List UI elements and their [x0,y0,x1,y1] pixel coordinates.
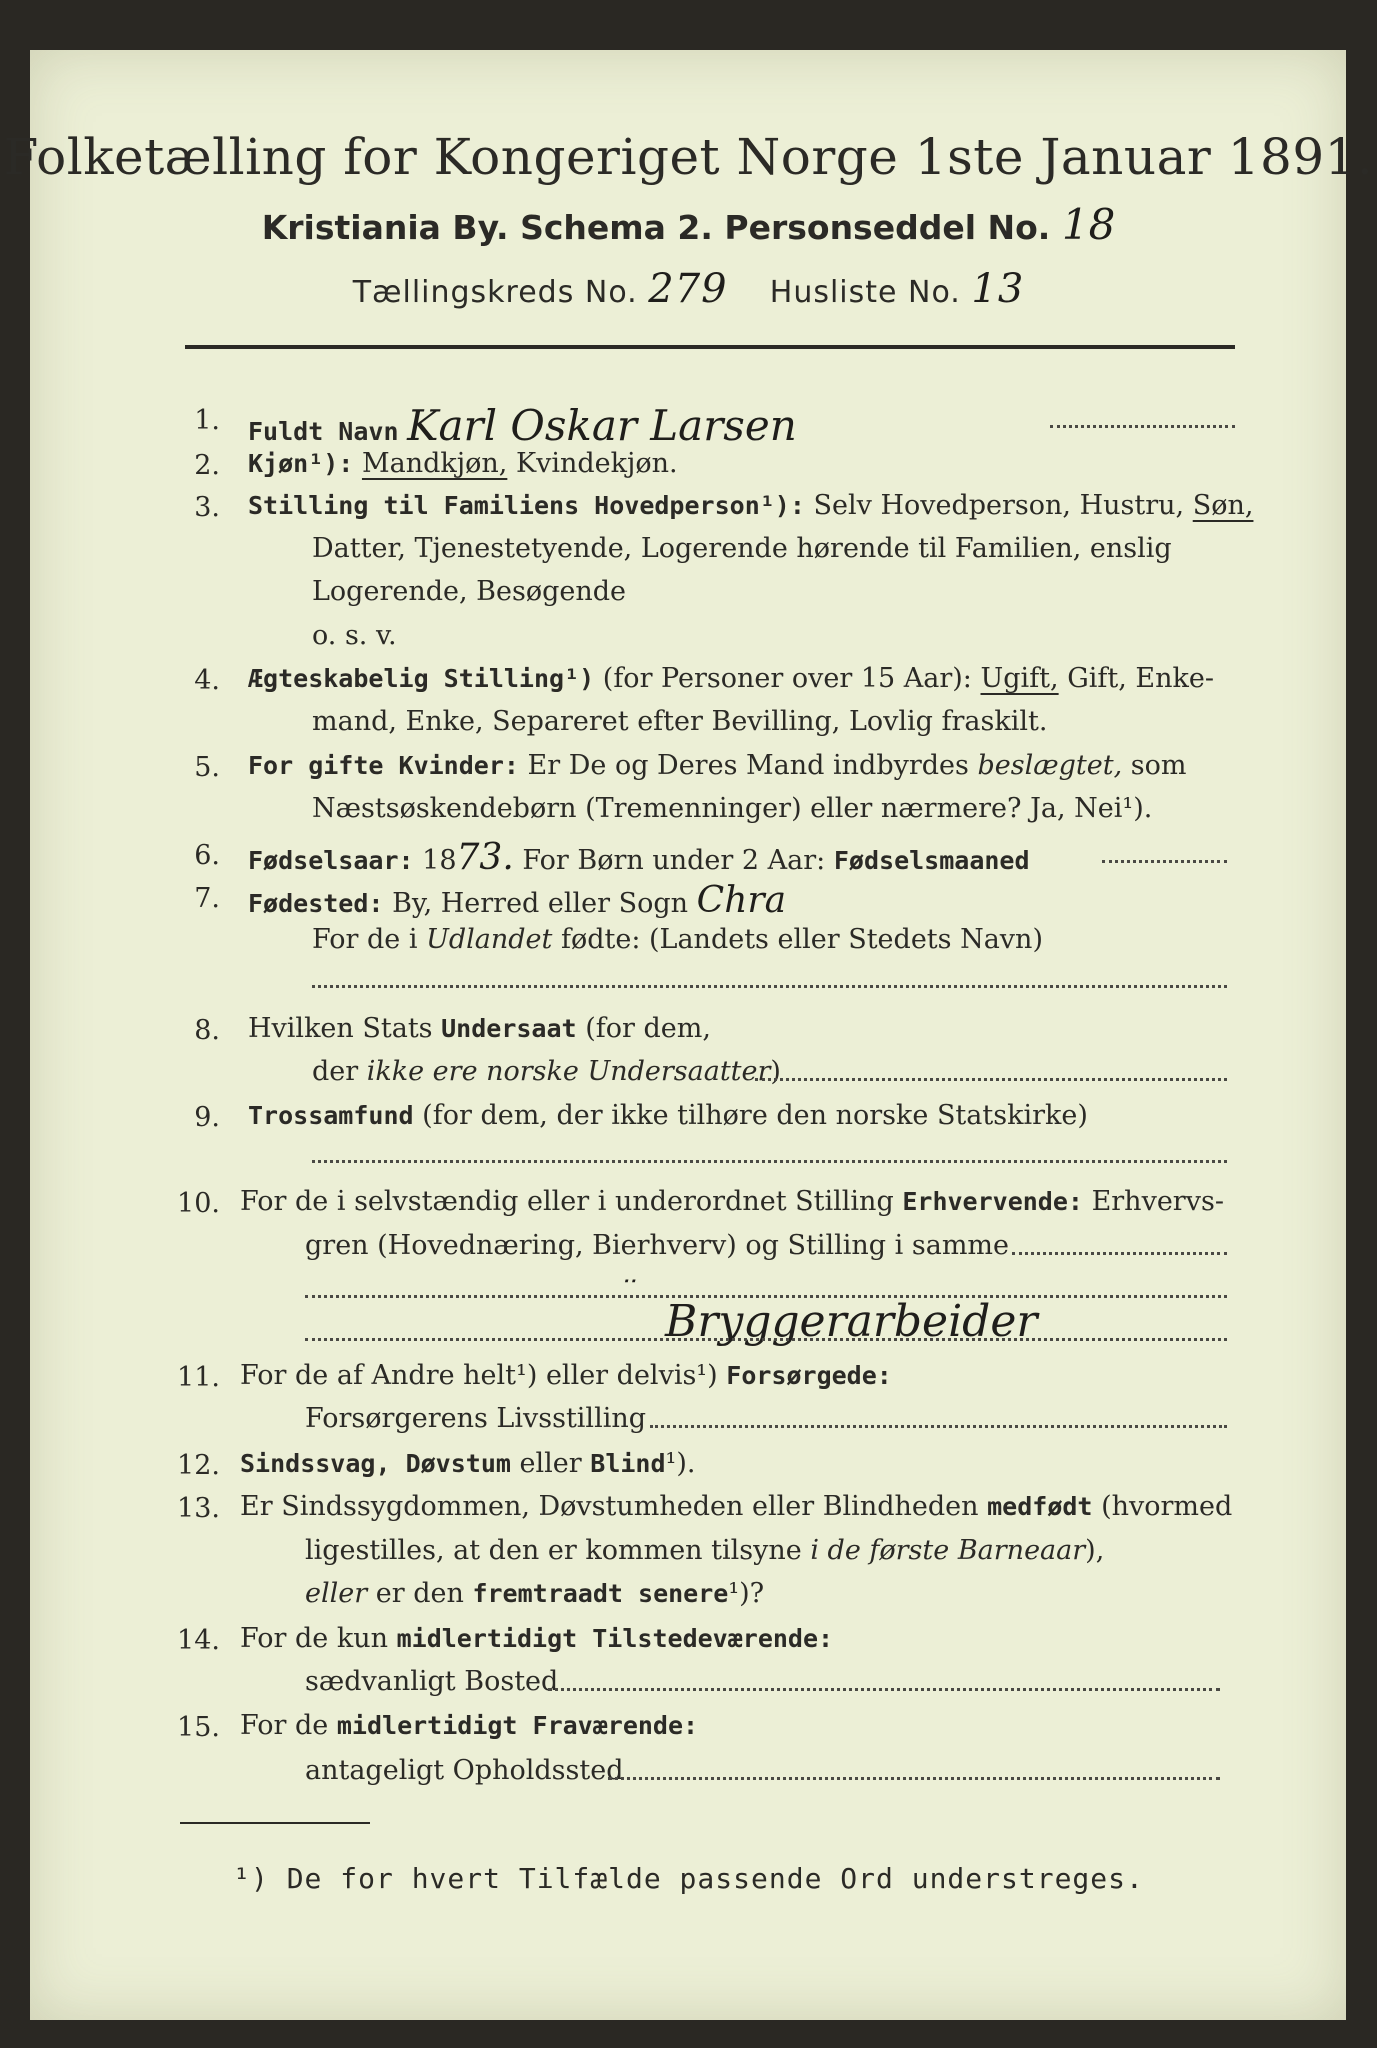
schema-label: Kristiania By. Schema 2. Personseddel No. [261,208,1051,247]
q10-label: Erhvervende: [902,1187,1083,1216]
q13-row2 [305,1537,1104,1564]
q12-row [240,1450,695,1477]
q14-row [240,1625,833,1652]
q10-fill-line3 [305,1338,1227,1341]
q2-option-female: Kvindekjøn. [515,448,678,479]
q4-text2: mand, Enke, Separeret efter Bevilling, Lovlig fraskilt. [312,706,1048,737]
q13-label: medfødt [987,1492,1093,1521]
q5-label: For gifte Kvinder: [248,751,519,780]
q14-text2: sædvanligt Bosted [305,1666,559,1697]
q1-value: Karl Oskar Larsen [407,401,797,450]
q2-label: Kjøn¹): [248,449,354,478]
q13-row3 [305,1580,764,1607]
q13-text2a: ligestilles, at den er kommen tilsyne [305,1535,802,1566]
q7-row [248,880,787,921]
q13-label2: fremtraadt senere [472,1579,729,1608]
q13-row [240,1493,1232,1520]
q10-value1: ᐧᐧ [620,1265,635,1298]
q6-value: 73. [456,837,514,878]
q3-label: Stilling til Familiens Hovedperson¹): [248,491,805,520]
q11-label: Forsørgede: [726,1361,892,1390]
q14-label: midlertidigt Tilstedeværende: [396,1624,834,1653]
district-line [0,266,1377,312]
q10-number: 10. [177,1188,220,1219]
q11-text1: For de af Andre helt¹) eller delvis¹) [240,1360,718,1391]
q15-number: 15. [177,1712,220,1743]
q8-label: Undersaat [441,1014,577,1043]
q12-end: ¹). [665,1448,696,1479]
q10-text1a: For de i selvstændig eller i underordnet Stilling [240,1186,894,1217]
q5-text2: Næstsøskendebørn (Tremenninger) eller nærmere? Ja, Nei¹). [312,793,1153,824]
q10-fill-line1 [1012,1252,1227,1255]
husliste-number: 13 [971,266,1025,312]
q8-row [248,1015,711,1042]
q3-number: 3. [194,492,220,523]
q4-option-ugift: Ugift, [980,663,1059,694]
q7-label: Fødested: [248,889,384,918]
q5-text1b: som [1130,750,1187,781]
q8-text2a: der [312,1056,359,1087]
q3-row [248,492,1253,519]
q2-option-male: Mandkjøn, [361,448,508,479]
q3-text2: Datter, Tjenestetyende, Logerende hørende til Familien, enslig [312,533,1172,564]
form-title: Folketælling for Kongeriget Norge 1ste Januar 1891. [3,128,1374,186]
q3-text1: Selv Hovedperson, Hustru, [813,490,1185,521]
q8-number: 8. [194,1015,220,1046]
q4-number: 4. [194,665,220,696]
q2-row [248,450,678,477]
q9-label: Trossamfund [248,1101,414,1130]
q11-fill-line [650,1425,1227,1428]
q10-value2: Bryggerarbeider [665,1296,1038,1347]
q13-text3a: er den [375,1578,464,1609]
q7-row2 [312,926,1043,953]
q9-text: (for dem, der ikke tilhøre den norske Statskirke) [422,1100,1088,1131]
footnote-divider [180,1822,370,1824]
q1-number: 1. [194,405,220,436]
q6-text: For Børn under 2 Aar: [522,845,826,876]
q1-label: Fuldt Navn [248,417,399,446]
q13-italic: i de første Barneaar [810,1535,1086,1566]
q13-text1b: (hvormed [1101,1491,1233,1522]
q15-text1: For de [240,1710,329,1741]
husliste-label: Husliste No. [769,275,961,310]
q14-text1: For de kun [240,1623,388,1654]
q2-number: 2. [194,450,220,481]
taellingskreds-number: 279 [648,266,728,312]
q7-fill-line [312,985,1227,988]
q14-number: 14. [177,1625,220,1656]
q9-row [248,1102,1088,1129]
q6-fill-line [1102,860,1227,863]
q7-text1: By, Herred eller Sogn [392,888,689,919]
q5-italic: beslægtet, [977,750,1123,781]
q4-text1b: Gift, Enke- [1067,663,1214,694]
q5-row [248,752,1186,779]
q6-label2: Fødselsmaaned [833,846,1030,875]
q6-number: 6. [194,840,220,871]
q15-row [240,1712,698,1739]
q11-number: 11. [177,1362,220,1393]
q10-row [240,1188,1224,1215]
q4-row [248,665,1214,692]
q11-text2: Forsørgerens Livsstilling [305,1403,647,1434]
q13-text2b: ), [1085,1535,1105,1566]
q14-fill-line [548,1688,1220,1691]
q12-mid: eller [519,1448,582,1479]
q5-text1: Er De og Deres Mand indbyrdes [527,750,969,781]
q3-text3: Logerende, Besøgende [312,576,626,607]
q6-prefix: 18 [422,845,457,876]
q9-number: 9. [194,1102,220,1133]
q7-text2b: fødte: (Landets eller Stedets Navn) [560,924,1043,955]
q12-label: Sindssvag, Døvstum [240,1449,511,1478]
q12-number: 12. [177,1450,220,1481]
q4-label: Ægteskabelig Stilling¹) [248,664,595,693]
q13-italic2: eller [305,1578,368,1609]
q11-row [240,1362,892,1389]
q8-italic: ikke ere norske Undersaatter [366,1056,771,1087]
q8-row2 [312,1058,781,1085]
q6-row [248,837,1030,878]
personseddel-number: 18 [1061,200,1116,249]
q6-label: Fødselsaar: [248,846,414,875]
q9-fill-line [312,1160,1227,1163]
q7-text2a: For de i [312,924,418,955]
q8-text2b: ) [770,1056,781,1087]
q3-option-son: Søn, [1192,490,1254,521]
q1-fill-line [1050,425,1235,428]
taellingskreds-label: Tællingskreds No. [352,275,638,310]
q13-text3b: ¹)? [728,1578,765,1609]
q1-row [248,401,797,450]
q15-text2: antageligt Opholdssted [305,1755,624,1786]
q10-text2: gren (Hovednæring, Bierhverv) og Stilling i samme [305,1230,1010,1261]
q8-text1a: Hvilken Stats [248,1013,433,1044]
q7-number: 7. [194,883,220,914]
q8-text1b: (for dem, [585,1013,711,1044]
header-divider [185,345,1235,349]
q13-number: 13. [177,1493,220,1524]
q15-label: midlertidigt Fraværende: [336,1711,699,1740]
q8-fill-line [755,1078,1227,1081]
footnote: ¹) De for hvert Tilfælde passende Ord understreges. [233,1862,1144,1895]
q5-number: 5. [194,752,220,783]
q12-label2: Blind [590,1449,666,1478]
q3-text4: o. s. v. [312,620,397,651]
q15-fill-line [608,1777,1220,1780]
q7-italic: Udlandet [426,924,553,955]
q7-value: Chra [696,880,787,921]
q4-text1: (for Personer over 15 Aar): [602,663,972,694]
form-subtitle [0,200,1377,249]
q13-text1a: Er Sindssygdommen, Døvstumheden eller Blindheden [240,1491,979,1522]
q10-text1b: Erhvervs- [1091,1186,1224,1217]
